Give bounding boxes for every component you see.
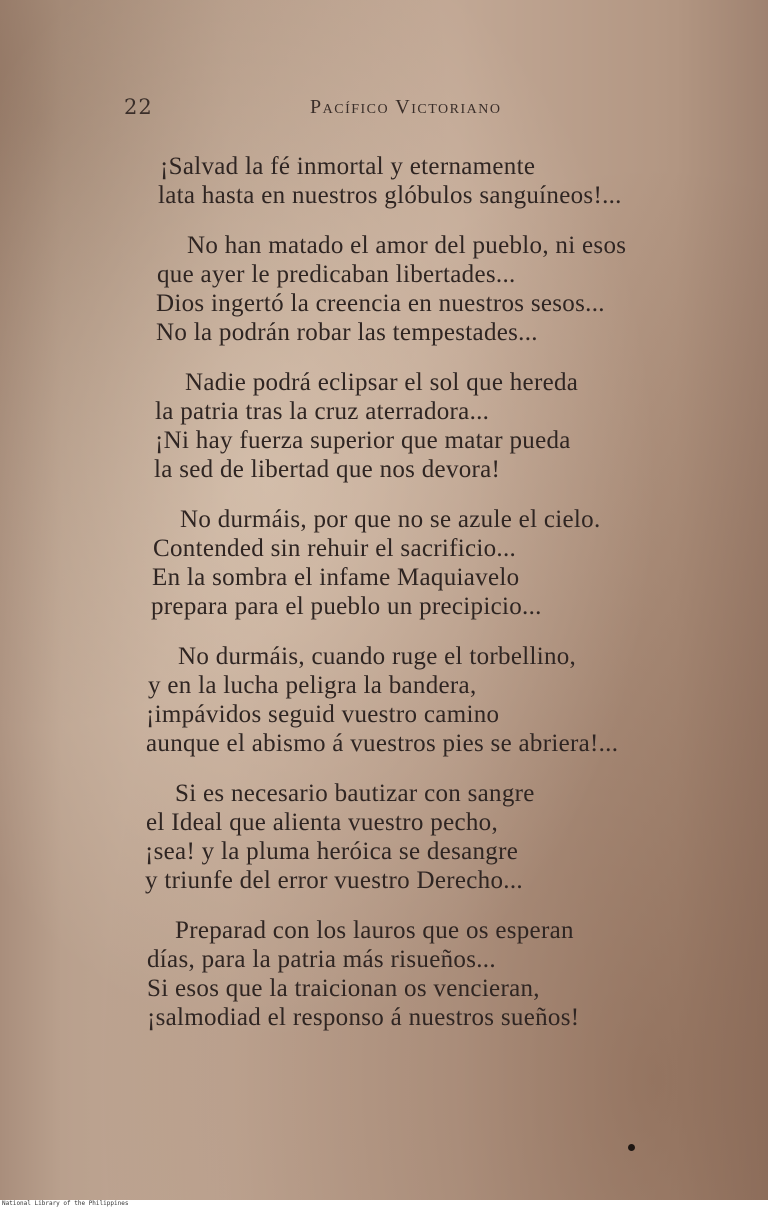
poem-line: la sed de libertad que nos devora! [154, 456, 501, 483]
poem-line: días, para la patria más risueños... [147, 946, 496, 973]
poem-line: Nadie podrá eclipsar el sol que hereda [185, 369, 579, 396]
stanza-4 [0, 505, 768, 621]
stanza-1 [0, 152, 768, 210]
poem-line: ¡Ni hay fuerza superior que matar pueda [155, 427, 571, 454]
poem-line: la patria tras la cruz aterradora... [155, 398, 490, 425]
stanza-2 [0, 231, 768, 347]
poem-line: En la sombra el infame Maquiavelo [152, 564, 520, 591]
poem-line: ¡impávidos seguid vuestro camino [146, 701, 500, 728]
poem-line: el Ideal que alienta vuestro pecho, [146, 809, 499, 836]
poem-line: No durmáis, cuando ruge el torbellino, [178, 643, 577, 670]
poem-line: aunque el abismo á vuestros pies se abriera!... [146, 730, 619, 757]
poem-line: ¡Salvad la fé inmortal y eternamente [160, 153, 536, 180]
poem-line: y en la lucha peligra la bandera, [148, 672, 477, 699]
poem-line: y triunfe del error vuestro Derecho... [145, 867, 523, 894]
poem-line: ¡sea! y la pluma heróica se desangre [145, 838, 519, 865]
footer-bar [0, 1200, 768, 1208]
stanza-5 [0, 642, 768, 758]
poem-line: Contended sin rehuir el sacrificio... [153, 535, 517, 562]
poem-line: Dios ingertó la creencia en nuestros sesos... [156, 290, 605, 317]
poem-line: lata hasta en nuestros glóbulos sanguíneos!... [158, 182, 622, 209]
poem-line: No durmáis, por que no se azule el cielo. [180, 506, 601, 533]
stanza-6 [0, 779, 768, 895]
running-head: Pacífico Victoriano [310, 96, 502, 118]
library-credit: National Library of the Philippines [2, 1200, 129, 1207]
poem-line: ¡salmodiad el responso á nuestros sueños! [147, 1004, 580, 1031]
poem-line: No han matado el amor del pueblo, ni esos [187, 232, 627, 259]
poem-line: que ayer le predicaban libertades... [157, 261, 516, 288]
poem-line: Preparad con los lauros que os esperan [175, 917, 574, 944]
poem-line: Si es necesario bautizar con sangre [175, 780, 535, 807]
stanza-7 [0, 916, 768, 1032]
poem [0, 152, 768, 1053]
page-header [0, 95, 768, 125]
poem-line: No la podrán robar las tempestades... [156, 319, 538, 346]
stanza-3 [0, 368, 768, 484]
poem-line: prepara para el pueblo un precipicio... [151, 593, 542, 620]
page-number: 22 [124, 95, 153, 119]
ink-dot [628, 1144, 635, 1151]
poem-line: Si esos que la traicionan os vencieran, [147, 975, 540, 1002]
